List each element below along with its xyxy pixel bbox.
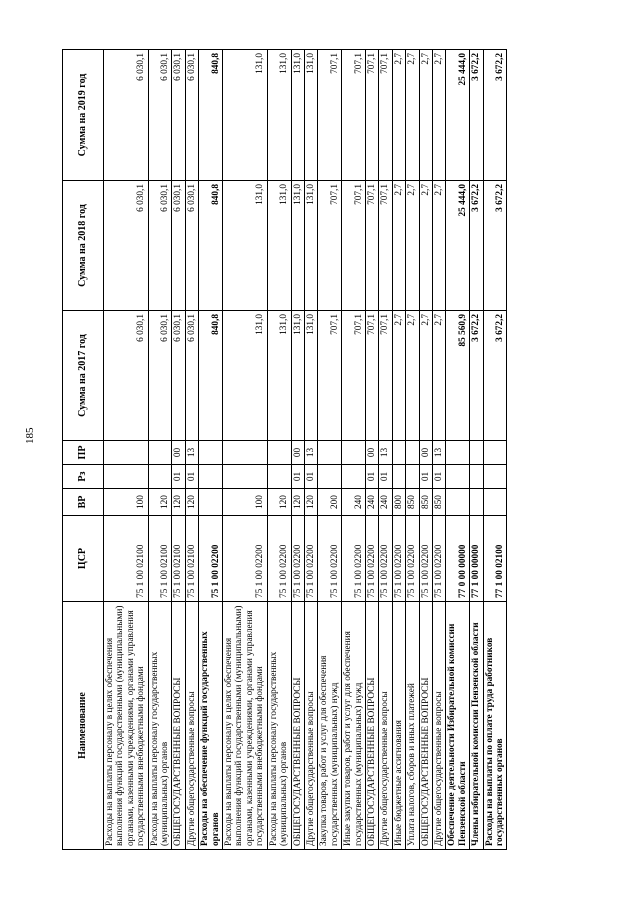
cell-sum-2018: 131,0 <box>304 181 317 311</box>
table-row <box>342 50 366 850</box>
table-row <box>432 50 445 850</box>
cell-csr: 77 1 00 00000 <box>470 516 483 602</box>
cell-csr: 75 1 00 02100 <box>172 516 185 602</box>
cell-sum-2019: 2,7 <box>419 50 432 181</box>
cell-vr: 200 <box>318 489 342 516</box>
cell-name: ОБЩЕГОСУДАРСТВЕННЫЕ ВОПРОСЫ <box>419 602 432 850</box>
cell-vr: 850 <box>419 489 432 516</box>
cell-csr: 75 1 00 02200 <box>432 516 445 602</box>
cell-sum-2019: 131,0 <box>304 50 317 181</box>
cell-rz: 01 <box>304 465 317 489</box>
cell-sum-2018: 131,0 <box>223 181 268 311</box>
cell-name: Расходы на выплаты персоналу государственных (муниципальных) органов <box>267 602 291 850</box>
header-csr: ЦСР <box>63 516 104 602</box>
cell-csr: 77 1 00 02100 <box>483 516 507 602</box>
cell-sum-2019: 707,1 <box>379 50 392 181</box>
cell-sum-2019: 3 672,2 <box>483 50 507 181</box>
table-row <box>304 50 317 850</box>
cell-vr: 850 <box>406 489 419 516</box>
cell-vr: 120 <box>172 489 185 516</box>
cell-pr: 13 <box>185 441 198 465</box>
cell-rz <box>483 465 507 489</box>
cell-sum-2018: 6 030,1 <box>148 181 172 311</box>
cell-name: Другие общегосударственные вопросы <box>432 602 445 850</box>
table-row <box>483 50 507 850</box>
cell-pr: 00 <box>291 441 304 465</box>
cell-vr <box>199 489 223 516</box>
header-sum-2018: Сумма на 2018 год <box>63 181 104 311</box>
cell-csr: 75 1 00 02200 <box>304 516 317 602</box>
cell-sum-2019: 707,1 <box>342 50 366 181</box>
cell-pr <box>148 441 172 465</box>
header-vr: ВР <box>63 489 104 516</box>
cell-csr: 75 1 00 02200 <box>199 516 223 602</box>
cell-sum-2017: 3 672,2 <box>483 311 507 441</box>
cell-vr <box>483 489 507 516</box>
cell-sum-2017: 2,7 <box>406 311 419 441</box>
cell-sum-2017: 6 030,1 <box>148 311 172 441</box>
rotated-budget-table-wrapper <box>62 50 507 850</box>
cell-pr <box>392 441 405 465</box>
cell-vr <box>446 489 470 516</box>
cell-pr: 00 <box>419 441 432 465</box>
cell-sum-2019: 131,0 <box>223 50 268 181</box>
cell-vr: 120 <box>148 489 172 516</box>
cell-name: Уплата налогов, сборов и иных платежей <box>406 602 419 850</box>
cell-sum-2019: 25 444,0 <box>446 50 470 181</box>
cell-sum-2019: 6 030,1 <box>148 50 172 181</box>
cell-sum-2017: 131,0 <box>304 311 317 441</box>
cell-csr: 75 1 00 02100 <box>148 516 172 602</box>
table-row <box>379 50 392 850</box>
cell-sum-2017: 840,8 <box>199 311 223 441</box>
cell-name: ОБЩЕГОСУДАРСТВЕННЫЕ ВОПРОСЫ <box>291 602 304 850</box>
cell-csr: 75 1 00 02200 <box>342 516 366 602</box>
cell-sum-2017: 707,1 <box>342 311 366 441</box>
cell-csr: 75 1 00 02200 <box>291 516 304 602</box>
table-row <box>470 50 483 850</box>
page-number: 185 <box>24 427 36 444</box>
cell-sum-2017: 131,0 <box>267 311 291 441</box>
cell-name: Расходы на обеспечение функций государственных органов <box>199 602 223 850</box>
cell-csr: 75 1 00 02200 <box>318 516 342 602</box>
cell-name: ОБЩЕГОСУДАРСТВЕННЫЕ ВОПРОСЫ <box>365 602 378 850</box>
cell-vr: 240 <box>365 489 378 516</box>
cell-rz: 01 <box>419 465 432 489</box>
cell-name: Обеспечение деятельности Избирательной комиссии Пензенской области <box>446 602 470 850</box>
cell-sum-2019: 6 030,1 <box>185 50 198 181</box>
cell-sum-2017: 6 030,1 <box>104 311 149 441</box>
table-row <box>223 50 268 850</box>
cell-name: Закупка товаров, работ и услуг для обеспечения государственных (муниципальных) нужд <box>318 602 342 850</box>
cell-vr: 100 <box>104 489 149 516</box>
table-row <box>365 50 378 850</box>
cell-sum-2017: 131,0 <box>223 311 268 441</box>
cell-sum-2019: 6 030,1 <box>104 50 149 181</box>
cell-name: Другие общегосударственные вопросы <box>379 602 392 850</box>
cell-rz: 01 <box>432 465 445 489</box>
cell-vr: 800 <box>392 489 405 516</box>
cell-pr <box>342 441 366 465</box>
cell-csr: 75 1 00 02200 <box>406 516 419 602</box>
cell-vr: 120 <box>304 489 317 516</box>
cell-rz: 01 <box>291 465 304 489</box>
cell-name: Расходы на выплаты персоналу государственных (муниципальных) органов <box>148 602 172 850</box>
cell-rz <box>223 465 268 489</box>
cell-pr <box>199 441 223 465</box>
cell-csr: 77 0 00 00000 <box>446 516 470 602</box>
cell-sum-2018: 3 672,2 <box>483 181 507 311</box>
cell-pr: 00 <box>172 441 185 465</box>
cell-vr <box>470 489 483 516</box>
cell-sum-2018: 2,7 <box>432 181 445 311</box>
cell-name: Члены избирательной комиссии Пензенской области <box>470 602 483 850</box>
cell-sum-2017: 2,7 <box>419 311 432 441</box>
cell-rz <box>470 465 483 489</box>
cell-csr: 75 1 00 02200 <box>379 516 392 602</box>
table-row <box>291 50 304 850</box>
cell-pr: 13 <box>304 441 317 465</box>
cell-pr: 13 <box>432 441 445 465</box>
table-row <box>419 50 432 850</box>
cell-rz <box>446 465 470 489</box>
cell-sum-2018: 6 030,1 <box>185 181 198 311</box>
cell-sum-2018: 707,1 <box>342 181 366 311</box>
cell-rz <box>342 465 366 489</box>
header-name: Наименование <box>63 602 104 850</box>
cell-sum-2019: 131,0 <box>291 50 304 181</box>
cell-sum-2017: 707,1 <box>365 311 378 441</box>
cell-sum-2018: 2,7 <box>419 181 432 311</box>
cell-pr <box>483 441 507 465</box>
cell-name: Другие общегосударственные вопросы <box>304 602 317 850</box>
cell-csr: 75 1 00 02200 <box>267 516 291 602</box>
table-row <box>267 50 291 850</box>
cell-vr: 240 <box>379 489 392 516</box>
cell-name: ОБЩЕГОСУДАРСТВЕННЫЕ ВОПРОСЫ <box>172 602 185 850</box>
cell-csr: 75 1 00 02200 <box>419 516 432 602</box>
header-pr: ПР <box>63 441 104 465</box>
cell-sum-2017: 707,1 <box>379 311 392 441</box>
cell-sum-2018: 707,1 <box>379 181 392 311</box>
cell-sum-2017: 6 030,1 <box>185 311 198 441</box>
cell-rz <box>392 465 405 489</box>
cell-rz <box>148 465 172 489</box>
cell-sum-2018: 131,0 <box>267 181 291 311</box>
cell-pr <box>267 441 291 465</box>
cell-rz: 01 <box>172 465 185 489</box>
table-row <box>104 50 149 850</box>
cell-sum-2019: 131,0 <box>267 50 291 181</box>
table-row <box>318 50 342 850</box>
cell-pr <box>406 441 419 465</box>
cell-sum-2018: 2,7 <box>406 181 419 311</box>
cell-sum-2018: 2,7 <box>392 181 405 311</box>
cell-sum-2017: 707,1 <box>318 311 342 441</box>
table-row <box>406 50 419 850</box>
cell-sum-2018: 707,1 <box>365 181 378 311</box>
cell-sum-2019: 707,1 <box>318 50 342 181</box>
cell-csr: 75 1 00 02100 <box>185 516 198 602</box>
cell-pr <box>470 441 483 465</box>
cell-pr <box>446 441 470 465</box>
cell-name: Расходы на выплаты по оплате труда работников государственных органов <box>483 602 507 850</box>
header-rz: Рз <box>63 465 104 489</box>
cell-rz <box>318 465 342 489</box>
cell-vr: 120 <box>291 489 304 516</box>
table-header-row <box>63 50 104 850</box>
cell-csr: 75 1 00 02200 <box>392 516 405 602</box>
cell-sum-2018: 6 030,1 <box>104 181 149 311</box>
cell-rz <box>199 465 223 489</box>
table-row <box>185 50 198 850</box>
table-row <box>199 50 223 850</box>
table-row <box>172 50 185 850</box>
cell-vr: 100 <box>223 489 268 516</box>
cell-sum-2019: 3 672,2 <box>470 50 483 181</box>
cell-csr: 75 1 00 02200 <box>365 516 378 602</box>
header-sum-2017: Сумма на 2017 год <box>63 311 104 441</box>
cell-sum-2018: 25 444,0 <box>446 181 470 311</box>
cell-sum-2017: 85 560,9 <box>446 311 470 441</box>
cell-sum-2017: 6 030,1 <box>172 311 185 441</box>
cell-sum-2017: 2,7 <box>432 311 445 441</box>
cell-vr: 240 <box>342 489 366 516</box>
cell-pr: 13 <box>379 441 392 465</box>
cell-name: Иные бюджетные ассигнования <box>392 602 405 850</box>
cell-pr: 00 <box>365 441 378 465</box>
cell-sum-2018: 707,1 <box>318 181 342 311</box>
cell-sum-2017: 3 672,2 <box>470 311 483 441</box>
cell-pr <box>104 441 149 465</box>
header-sum-2019: Сумма на 2019 год <box>63 50 104 181</box>
cell-csr: 75 1 00 02100 <box>104 516 149 602</box>
cell-name: Иные закупки товаров, работ и услуг для обеспечения государственных (муниципальных) нужд <box>342 602 366 850</box>
cell-rz: 01 <box>379 465 392 489</box>
cell-rz: 01 <box>185 465 198 489</box>
cell-sum-2018: 840,8 <box>199 181 223 311</box>
cell-rz <box>406 465 419 489</box>
table-row <box>446 50 470 850</box>
cell-pr <box>318 441 342 465</box>
cell-sum-2018: 3 672,2 <box>470 181 483 311</box>
cell-name: Другие общегосударственные вопросы <box>185 602 198 850</box>
table-body <box>104 50 507 850</box>
cell-sum-2018: 6 030,1 <box>172 181 185 311</box>
cell-sum-2018: 131,0 <box>291 181 304 311</box>
cell-rz <box>267 465 291 489</box>
cell-name: Расходы на выплаты персоналу в целях обеспечения выполнения функций государственными (муниципальными) органами, казенными учреждениями, органами управления государственными внебюджетными фондами <box>223 602 268 850</box>
cell-vr: 120 <box>185 489 198 516</box>
cell-sum-2019: 840,8 <box>199 50 223 181</box>
cell-sum-2019: 707,1 <box>365 50 378 181</box>
cell-sum-2019: 2,7 <box>406 50 419 181</box>
cell-rz: 01 <box>365 465 378 489</box>
cell-sum-2017: 2,7 <box>392 311 405 441</box>
cell-vr: 120 <box>267 489 291 516</box>
cell-name: Расходы на выплаты персоналу в целях обеспечения выполнения функций государственными (муниципальными) органами, казенными учреждениями, органами управления государственными внебюджетными фондами <box>104 602 149 850</box>
cell-sum-2017: 131,0 <box>291 311 304 441</box>
cell-pr <box>223 441 268 465</box>
cell-vr: 850 <box>432 489 445 516</box>
cell-sum-2019: 2,7 <box>432 50 445 181</box>
cell-sum-2019: 6 030,1 <box>172 50 185 181</box>
budget-table <box>62 49 507 850</box>
cell-sum-2019: 2,7 <box>392 50 405 181</box>
cell-csr: 75 1 00 02200 <box>223 516 268 602</box>
cell-rz <box>104 465 149 489</box>
table-row <box>148 50 172 850</box>
table-row <box>392 50 405 850</box>
